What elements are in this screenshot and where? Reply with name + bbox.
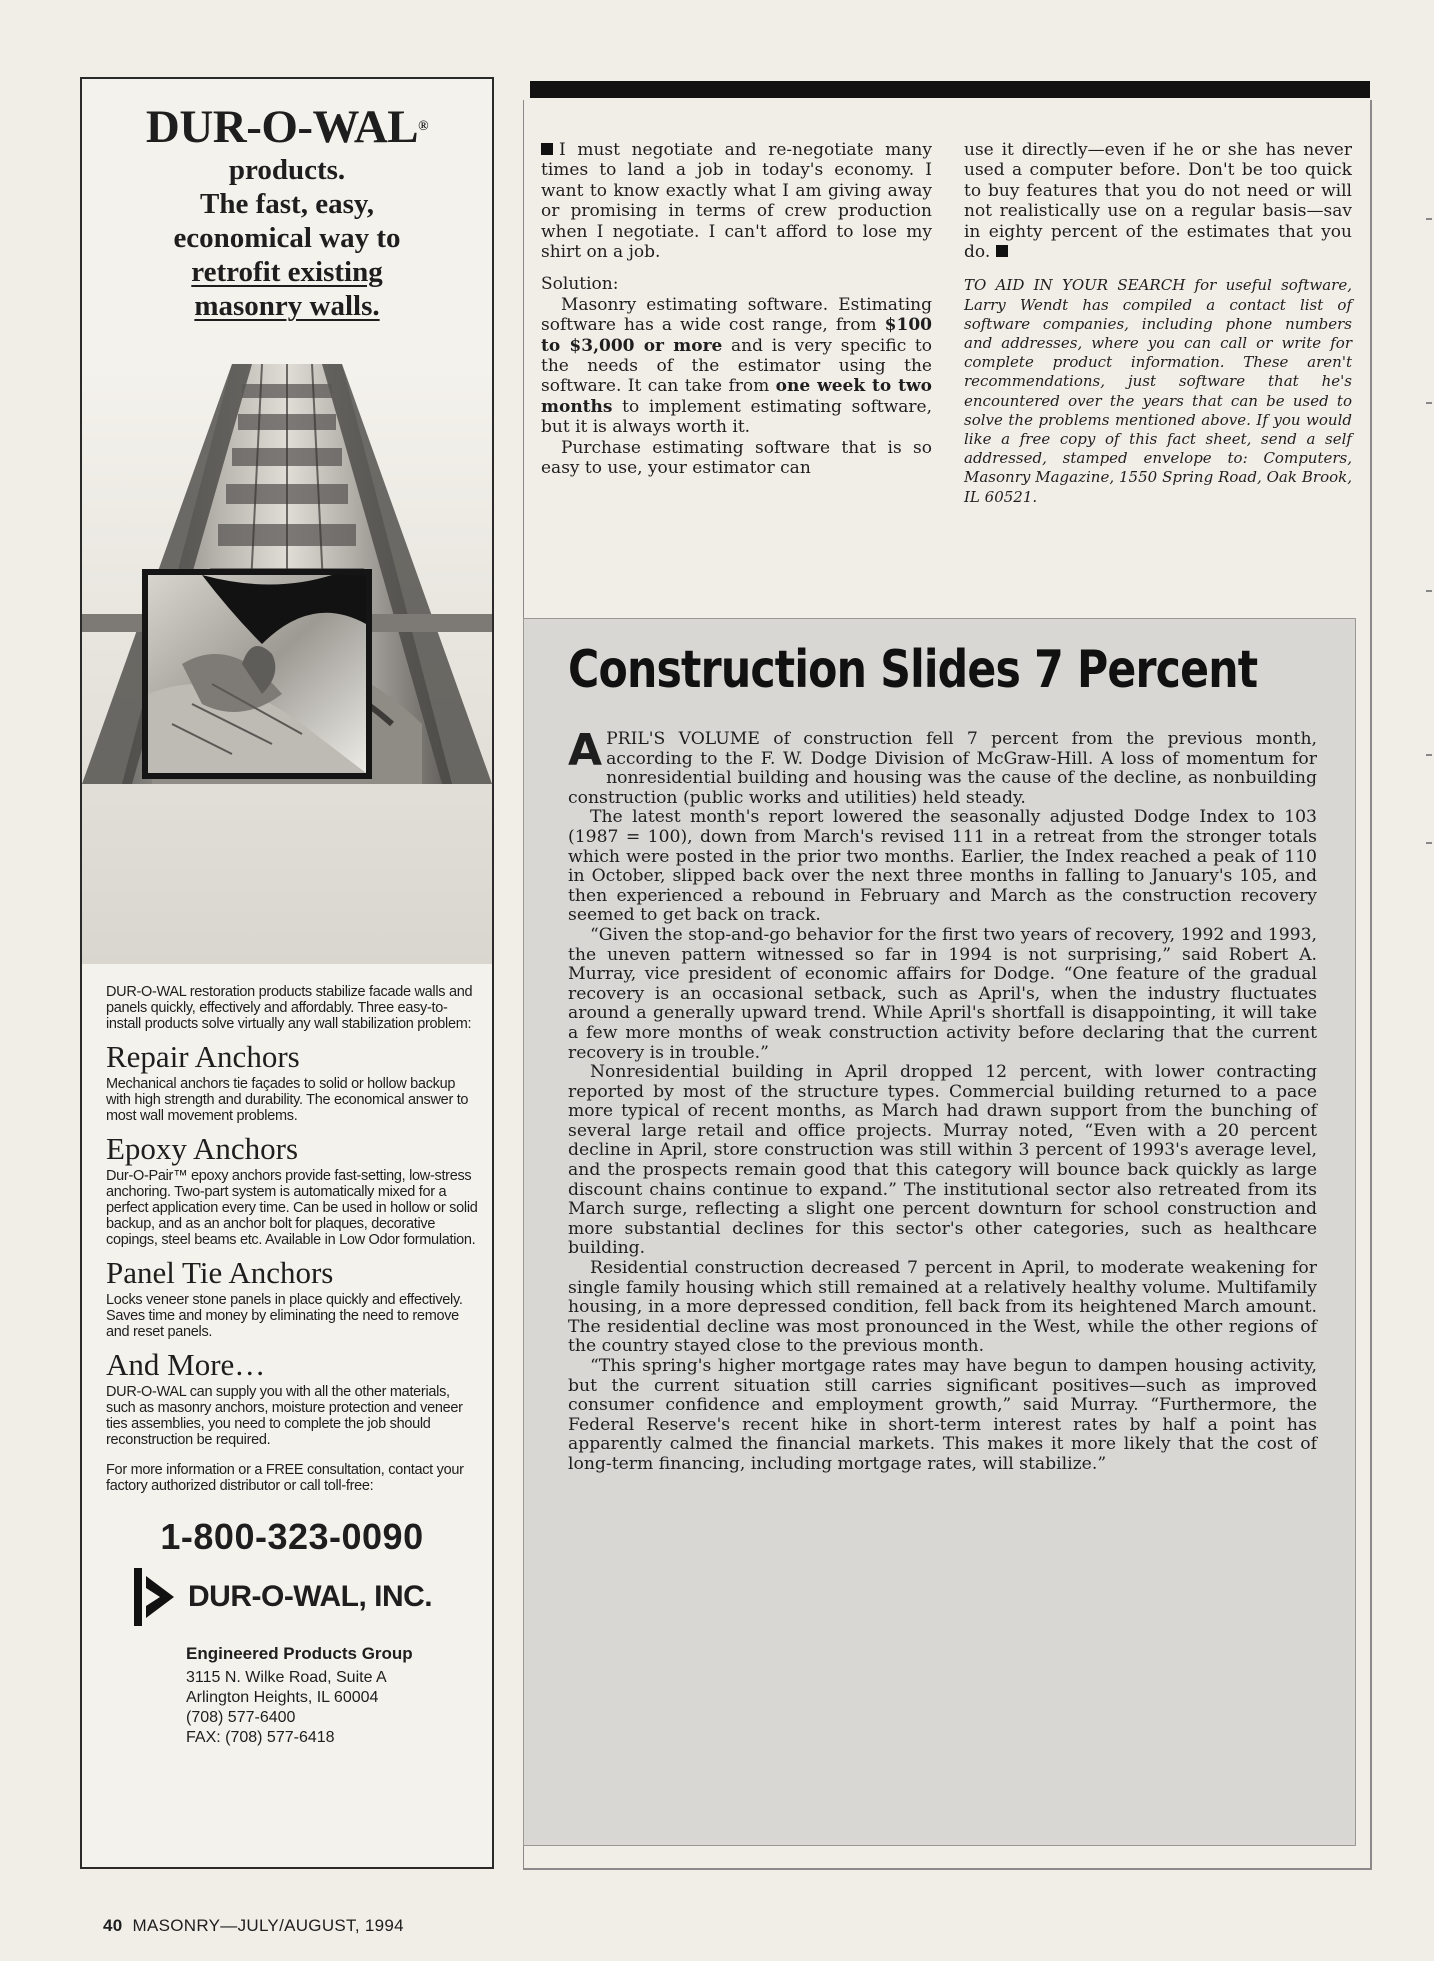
bullet-square-icon <box>541 143 553 155</box>
ad-header <box>82 79 492 323</box>
end-mark-icon <box>996 245 1008 257</box>
fax: FAX: (708) 577-6418 <box>186 1729 335 1746</box>
story-article <box>568 725 1317 1475</box>
ad-tagline-2: The fast, easy, <box>200 188 374 220</box>
col2-note: TO AID IN YOUR SEARCH for useful software, Larry Wendt has compiled a contact list of software companies, including phone numbers and addresses, where you can call or write for complete product information. These aren't recommendations, just software that he's encountered over the years that can be used to solve the problems mentioned above. If you would like a free copy of this fact sheet, send a self addressed, stamped envelope to: Computers, Masonry Magazine, 1550 Spring Road, Oak Brook, IL 60521. <box>964 276 1352 506</box>
ad-heading-panel: Panel Tie Anchors <box>106 1255 334 1290</box>
company-group: Engineered Products Group <box>186 1644 413 1663</box>
story-para-6: “This spring's higher mortgage rates may have begun to dampen housing activity, but the current situation still carries significant positives—such as improved consumer confidence and employment growth,” said Murray. “Furthermore, the Federal Reserve's recent hike in short-term interest rates by half a point has apparently calmed the financial markets. This makes it more likely that the cost of long-term financing, including mortgage rates, will stabilize.” <box>568 1356 1317 1474</box>
address-line-2: Arlington Heights, IL 60004 <box>186 1689 379 1706</box>
ad-heading-epoxy: Epoxy Anchors <box>106 1131 299 1166</box>
col2-para-1: use it directly—even if he or she has never used a computer before. Don't be too quick to buy features that you do not need or will not realistically use on a regular basis—sav in eighty percent of the estimates that you do. <box>964 140 1352 263</box>
ad-body <box>106 984 478 1748</box>
edge-mark <box>1426 754 1432 756</box>
column-1 <box>541 140 932 479</box>
ad-text-repair: Mechanical anchors tie façades to solid or hollow backup with high strength and durability. The economical answer to most wall movement problems. <box>106 1076 469 1124</box>
edge-mark <box>1426 842 1432 844</box>
company-logo-row <box>134 1568 478 1626</box>
top-rule <box>530 81 1370 98</box>
story-para-5: Residential construction decreased 7 percent in April, to moderate weakening for single family housing which still remained at a relatively healthy volume. Multifamily housing, in a more depressed condition, fell back from its heightened March amount. The residential decline was most pronounced in the West, while the other regions of the country stayed close to the previous month. <box>568 1258 1317 1357</box>
story-para-2: The latest month's report lowered the seasonally adjusted Dodge Index to 103 (1987 = 100), down from March's revised 111 in a retreat from the stronger totals which were posted in the prior two months. Earlier, the Index reached a peak of 110 in October, slipped back over the next three months in falling to January's 105, and then experienced a rebound in February and March as the construction recovery seemed to get back on track. <box>568 807 1317 926</box>
column-2 <box>964 140 1352 507</box>
ad-heading-repair: Repair Anchors <box>106 1039 300 1074</box>
ad-text-more: DUR-O-WAL can supply you with all the other materials, such as masonry anchors, moisture protection and veneer ties assemblies, you need to complete the job should reconstruction be required. <box>106 1384 463 1448</box>
building-illustration <box>82 364 492 964</box>
ad-text-epoxy: Dur-O-Pair™ epoxy anchors provide fast-setting, low-stress anchoring. Two-part system is automatically mixed for a perfect application every time. Can be used in hollow or solid backup, and as an anchor bolt for plaques, decorative copings, steel beams etc. Available in Low Odor formulation. <box>106 1168 478 1248</box>
page-number: 40 <box>103 1916 123 1935</box>
edge-mark <box>1426 218 1432 220</box>
col1-para-3: Purchase estimating software that is so easy to use, your estimator can <box>541 437 932 479</box>
telephone: (708) 577-6400 <box>186 1709 296 1726</box>
edge-mark <box>1426 402 1432 404</box>
company-name: DUR-O-WAL, INC. <box>188 1580 433 1613</box>
ad-tagline-1: products. <box>228 154 346 186</box>
advertisement <box>80 77 494 1869</box>
ad-heading-more: And More… <box>106 1347 266 1382</box>
story-para-4: Nonresidential building in April dropped 12 percent, with lower contracting reported by most of the structure types. Commercial building returned to a pace more typical of recent months, as March had drawn support from the bunching of several large retail and office projects. Murray noted, “Even with a 20 percent decline in April, store construction was still within 3 percent of 1993's average level, and the prospects remain good that this category will bounce back quickly as large discount chains continue to expand.” The institutional sector also retreated from its March surge, reflecting a slight one percent downturn for school construction and more substantial declines for this sector's other categories, such as healthcare building. <box>568 1062 1317 1259</box>
address-line-1: 3115 N. Wilke Road, Suite A <box>186 1669 387 1686</box>
ad-brand: DUR-O-WAL® <box>145 101 429 153</box>
ad-contact: For more information or a FREE consultation, contact your factory authorized distributor or call toll-free: <box>106 1462 464 1494</box>
issue-line: MASONRY—JULY/AUGUST, 1994 <box>132 1916 404 1935</box>
company-logo-icon <box>134 1568 178 1626</box>
story-headline: Construction Slides 7 Percent <box>568 640 1258 700</box>
drop-cap: A <box>568 725 603 776</box>
ad-phone: 1-800-323-0090 <box>160 1516 424 1557</box>
col1-para-2: Masonry estimating software. Estimating software has a wide cost range, from $100 to $3,000 or more and is very specific to the needs of the estimator using the software. It can take from one week to two months to implement estimating software, but it is always worth it. <box>541 294 932 438</box>
ad-tagline-3: economical way to <box>173 222 401 254</box>
company-address <box>186 1644 478 1748</box>
edge-mark <box>1426 590 1432 592</box>
ad-text-panel: Locks veneer stone panels in place quickly and effectively. Saves time and money by eliminating the need to remove and reset panels. <box>106 1292 463 1340</box>
story-para-1: APRIL'S VOLUME of construction fell 7 percent from the previous month, according to the F. W. Dodge Division of McGraw-Hill. A loss of momentum for nonresidential building and housing was the cause of the decline, as nonbuilding construction (public works and utilities) held steady. <box>568 725 1317 808</box>
ad-tagline-5: masonry walls. <box>194 290 380 322</box>
page-footer <box>103 1916 404 1936</box>
story-para-3: “Given the stop-and-go behavior for the first two years of recovery, 1992 and 1993, the uneven pattern witnessed so far in 1994 is not surprising,” said Robert A. Murray, vice president of economic affairs for Dodge. “One feature of the gradual recovery is an occasional setback, such as April's, when the industry fluctuates around a generally upward trend. While April's shortfall is disappointing, it will take a few more months of weak construction activity before declaring that the current recovery is in trouble.” <box>568 924 1317 1063</box>
ad-intro: DUR-O-WAL restoration products stabilize facade walls and panels quickly, effectively and affordably. Three easy-to-install products solve virtually any wall stabilization problem: <box>106 984 473 1032</box>
solution-label: Solution: <box>541 274 619 295</box>
col1-para-1: I must negotiate and re-negotiate many times to land a job in today's economy. I want to know exactly what I am giving away or promising in terms of crew production when I negotiate. I can't afford to lose my shirt on a job. <box>541 140 932 263</box>
ad-tagline-4: retrofit existing <box>191 256 383 288</box>
